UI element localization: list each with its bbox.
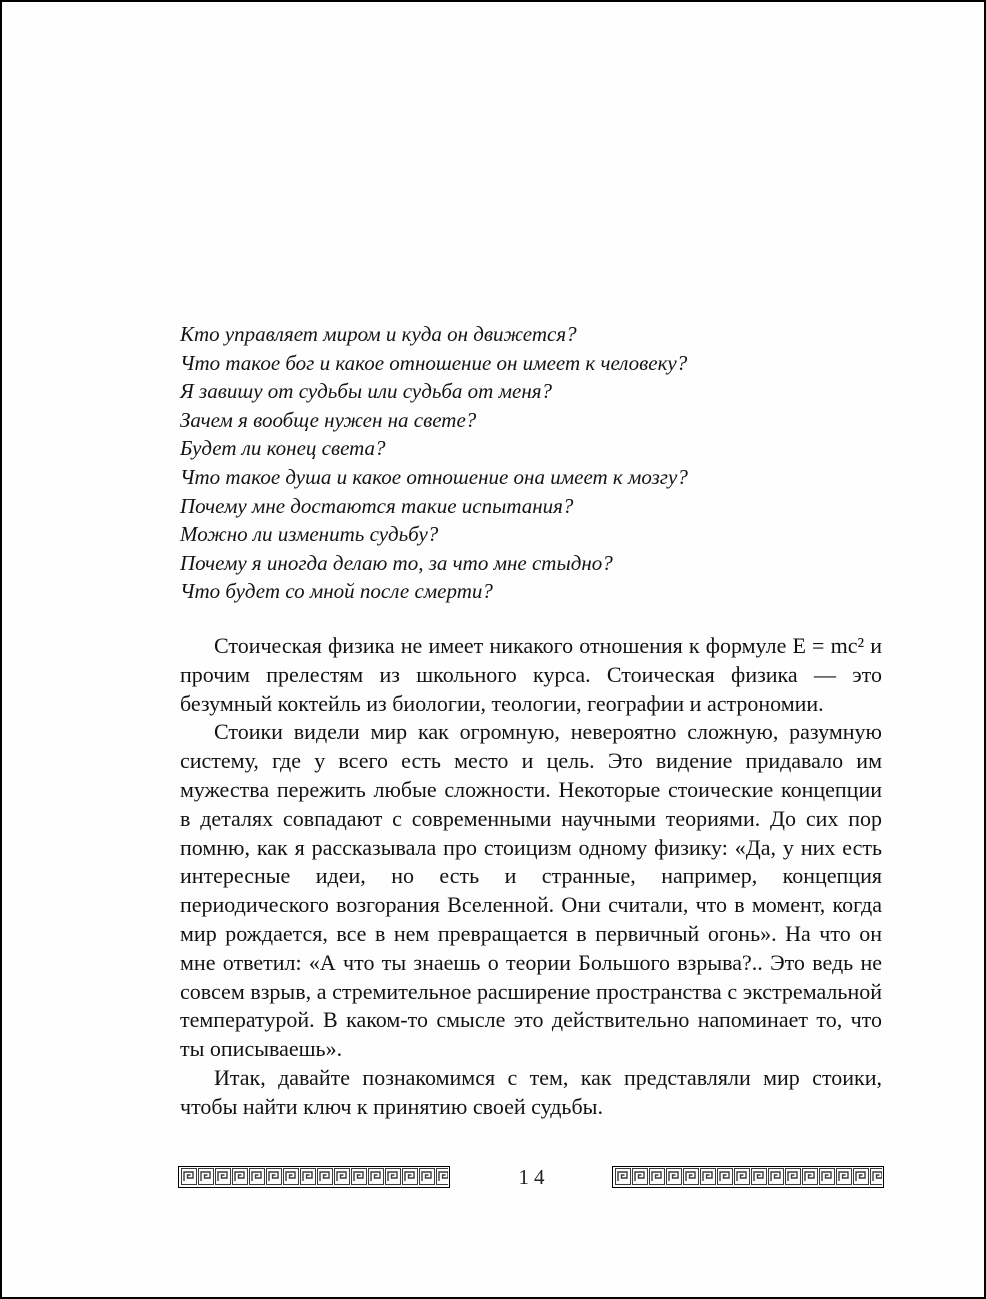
greek-key-ornament-icon [178, 1166, 450, 1188]
question-line: Что будет со мной после смерти? [180, 579, 493, 604]
question-line: Можно ли изменить судьбу? [180, 522, 439, 547]
question-line: Что такое душа и какое отношение она имеет к мозгу? [180, 464, 688, 489]
question-line: Почему я иногда делаю то, за что мне стыдно? [180, 550, 613, 575]
questions-block [180, 320, 882, 606]
question-line: Почему мне достаются такие испытания? [180, 493, 574, 518]
question-line: Кто управляет миром и куда он движется? [180, 322, 577, 346]
page-number: 14 [518, 1164, 550, 1189]
question-line: Я завишу от судьбы или судьба от меня? [180, 379, 553, 404]
greek-key-ornament-icon [612, 1166, 884, 1188]
paragraph: Итак, давайте познакомимся с тем, как представляли мир стоики, чтобы найти ключ к принятию своей судьбы. [180, 1064, 882, 1119]
paragraph: Стоическая физика не имеет никакого отношения к формуле Е = mc² и прочим прелестям из школьного курса. Стоическая физика — это безумный коктейль из биологии, теологии, географии и астрономии. [180, 632, 882, 716]
text-column [180, 320, 882, 1121]
body-text-block [180, 632, 882, 1122]
paragraph: Стоики видели мир как огромную, невероятно сложную, разумную систему, где у всего есть место и цель. Это видение придавало им мужества пережить любые сложности. Некоторые стоические концепции в деталях совпадают с современными научными теориями. До сих пор помню, как я рассказывала про стоицизм одному физику: «Да, у них есть интересные идеи, но есть и странные, например, концепция периодического возгорания Вселенной. Они считали, что в момент, когда мир рождается, все в нем превращается в первичный огонь». На что он мне ответил: «А что ты знаешь о теории Большого взрыва?.. Это ведь не совсем взрыв, а стремительное расширение пространства с экстремальной температурой. В каком-то смысле это действительно напоминает то, что ты описываешь». [180, 719, 882, 1062]
question-line: Что такое бог и какое отношение он имеет к человеку? [180, 350, 688, 375]
question-line: Зачем я вообще нужен на свете? [180, 407, 477, 432]
question-line: Будет ли конец света? [180, 436, 386, 461]
page-footer [178, 1165, 884, 1189]
